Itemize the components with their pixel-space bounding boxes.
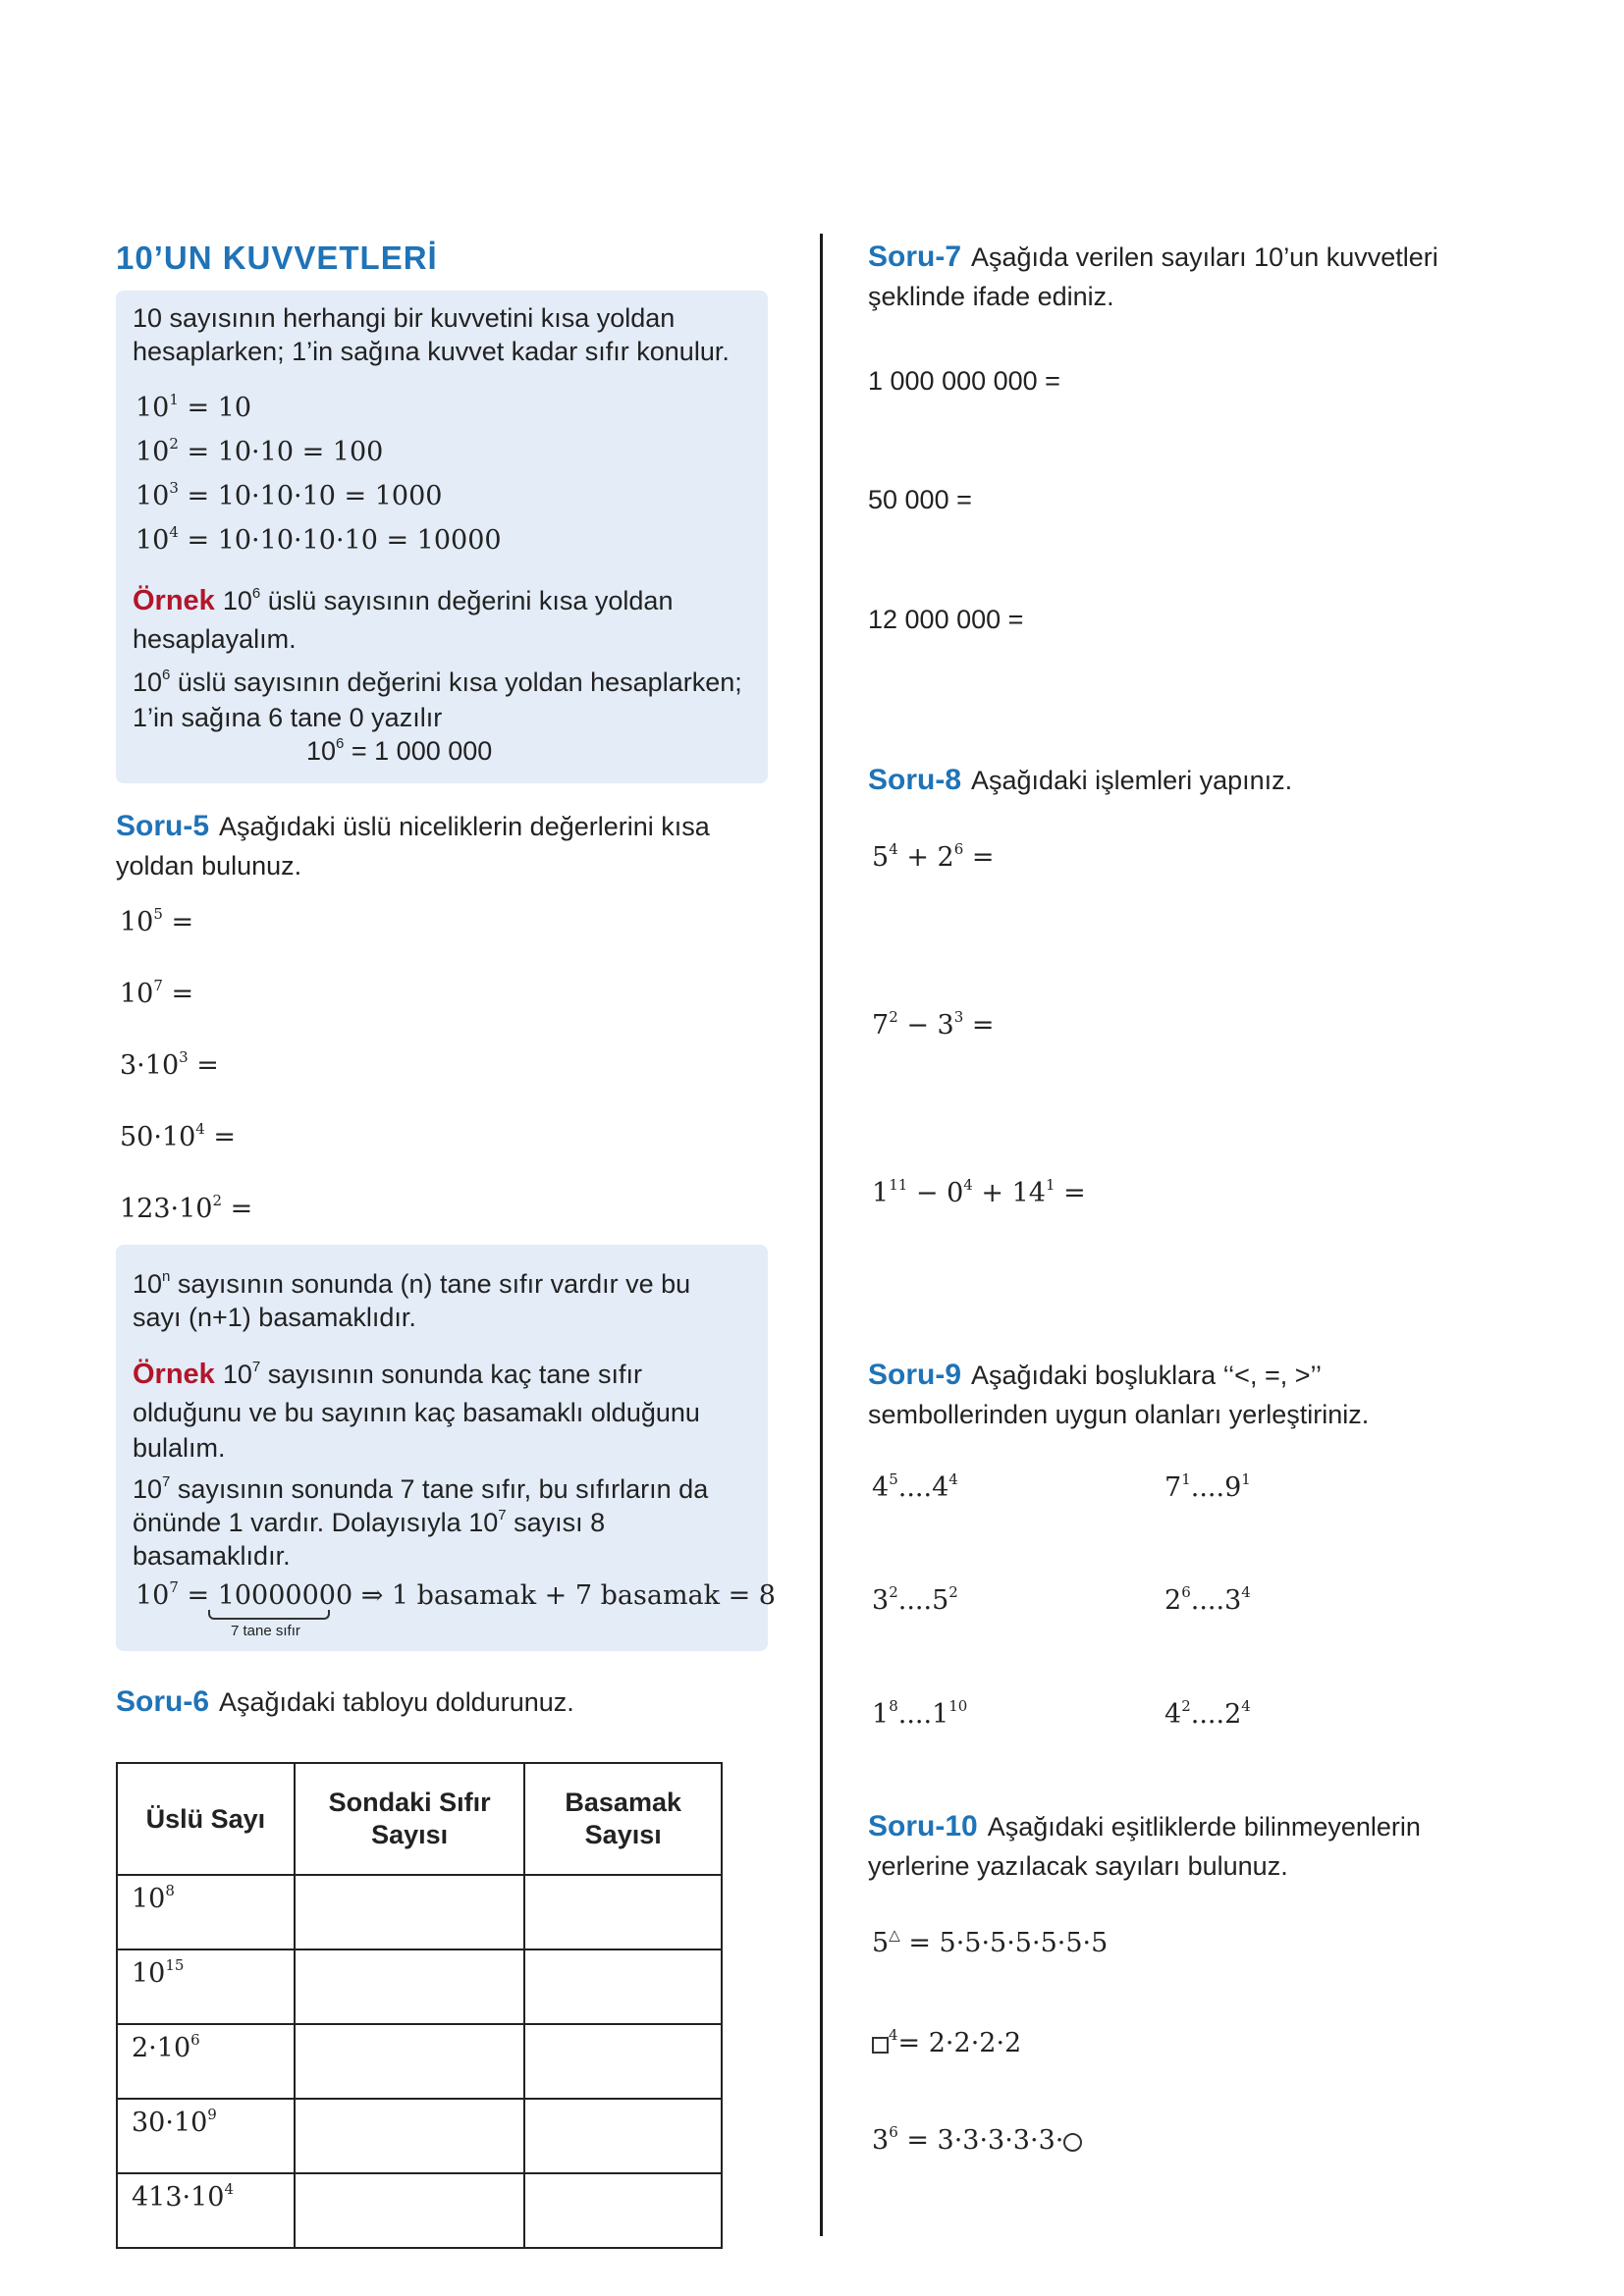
ornek-2-line-2: olduğunu ve bu sayının kaç basamaklı olduğunu: [133, 1398, 700, 1427]
ornek-2-final-equation: $10^7 = 10000000$ ⇒ 1 basamak + 7 basamak = 8: [135, 1578, 776, 1611]
ornek-2-solution-3: basamaklıdır.: [133, 1541, 291, 1571]
soru-5-item-1: $10^5$ =: [120, 905, 194, 937]
soru-10-equation-2: $^4$= 2·2·2·2: [872, 2026, 1021, 2061]
soru-5-item-2: $10^7$ =: [120, 977, 194, 1009]
table-header-row: [117, 1763, 722, 1875]
header-sondaki-sifir: Sondaki Sıfır Sayısı: [295, 1763, 525, 1875]
soru-5-text-2: yoldan bulunuz.: [116, 851, 302, 881]
compare-pair-4: $2^6....3^4$: [1164, 1583, 1251, 1616]
table-row: [117, 2024, 722, 2099]
header-uslu-sayi: Üslü Sayı: [117, 1763, 295, 1875]
soru-6-heading: Soru-6 Aşağıdaki tabloyu doldurunuz.: [116, 1685, 574, 1718]
ornek-2-line-1: Örnek $10^7$ sayısının sonunda kaç tane sıfır: [133, 1359, 642, 1390]
ornek-2-line-3: bulalım.: [133, 1433, 226, 1463]
example-equation-3: $10^3 = 10\cdot 10\cdot 10 = 1000$: [135, 479, 443, 511]
box2-intro-2: sayı (n+1) basamaklıdır.: [133, 1303, 416, 1332]
table-cell-number: $10^{15}$: [117, 1949, 295, 2024]
soru-9-text-2: sembollerinden uygun olanları yerleştiriniz.: [868, 1400, 1370, 1429]
table-cell-blank[interactable]: [295, 2024, 525, 2099]
table-cell-blank[interactable]: [524, 1949, 722, 2024]
soru-7-item-3: 12 000 000 =: [868, 605, 1024, 634]
soru-10-heading: Soru-10 Aşağıdaki eşitliklerde bilinmeyenlerin: [868, 1810, 1421, 1842]
soru-10-text-2: yerlerine yazılacak sayıları bulunuz.: [868, 1851, 1288, 1881]
intro-line-1: 10 sayısının herhangi bir kuvvetini kısa yoldan: [133, 303, 676, 333]
table-cell-number: $30\cdot 10^9$: [117, 2099, 295, 2173]
table-row: [117, 1949, 722, 2024]
compare-pair-5: $1^8....1^{10}$: [872, 1697, 968, 1730]
compare-pair-3: $3^2....5^2$: [872, 1583, 958, 1616]
table-row: [117, 1875, 722, 1949]
soru-9-heading: Soru-9 Aşağıdaki boşluklara ‘‘<, =, >’’: [868, 1359, 1322, 1391]
soru-7-heading: Soru-7 Aşağıda verilen sayıları 10’un kuvvetleri: [868, 240, 1438, 273]
ornek-1-solution-2: 1’in sağına 6 tane 0 yazılır: [133, 703, 443, 732]
ornek-2-solution-2: önünde 1 vardır. Dolayısıyla $10^7$ sayısı 8: [133, 1507, 606, 1537]
compare-pair-1: $4^5....4^4$: [872, 1470, 958, 1503]
square-icon: [872, 2037, 889, 2054]
soru-8-expression-2: $7^2 - 3^3$ =: [872, 1008, 995, 1041]
intro-line-2: hesaplarken; 1’in sağına kuvvet kadar sıfır konulur.: [133, 337, 730, 366]
ornek-1-line-1: Örnek $10^6$ üslü sayısının değerini kısa yoldan: [133, 585, 674, 616]
soru-5-item-4: $50\cdot 10^4$ =: [120, 1120, 237, 1152]
table-cell-number: $2\cdot 10^6$: [117, 2024, 295, 2099]
ornek-1-result: $10^6 = 1$ 000 000: [306, 735, 493, 766]
ornek-2-solution-1: $10^7$ sayısının sonunda 7 tane sıfır, bu sıfırların da: [133, 1473, 709, 1504]
compare-pair-2: $7^1....9^1$: [1164, 1470, 1251, 1503]
example-equation-4: $10^4 = 10\cdot 10\cdot 10\cdot 10 = 10000$: [135, 523, 502, 556]
compare-pair-6: $4^2....2^4$: [1164, 1697, 1251, 1730]
ornek-1-line-2: hesaplayalım.: [133, 624, 297, 654]
table-row: [117, 2173, 722, 2248]
table-row: [117, 2099, 722, 2173]
soru-8-expression-3: $1^{11} - 0^4 + 14^1$ =: [872, 1176, 1086, 1208]
table-cell-blank[interactable]: [524, 2099, 722, 2173]
fill-in-table: [116, 1762, 723, 2249]
example-equation-2: $10^2 = 10\cdot 10 = 100$: [135, 435, 384, 467]
circle-icon: [1063, 2133, 1082, 2152]
table-cell-blank[interactable]: [524, 2024, 722, 2099]
soru-7-item-1: 1 000 000 000 =: [868, 366, 1060, 396]
soru-10-equation-1: 5△ = 5·5·5·5·5·5·5: [872, 1926, 1109, 1958]
underbrace: [208, 1610, 330, 1620]
table-cell-number: $10^8$: [117, 1875, 295, 1949]
soru-7-text-2: şeklinde ifade ediniz.: [868, 282, 1114, 311]
soru-5-heading: Soru-5 Aşağıdaki üslü niceliklerin değerlerini kısa: [116, 810, 710, 842]
soru-5-item-3: $3\cdot 10^3$ =: [120, 1048, 219, 1081]
table-cell-blank[interactable]: [524, 1875, 722, 1949]
soru-5-item-5: $123\cdot 10^2$ =: [120, 1192, 253, 1224]
ornek-label: Örnek: [133, 585, 215, 616]
header-basamak: Basamak Sayısı: [524, 1763, 722, 1875]
example-equation-1: $10^1 = 10$: [135, 391, 252, 423]
table-cell-number: $413\cdot 10^4$: [117, 2173, 295, 2248]
soru-10-equation-3: $3^6 = 3\cdot 3\cdot 3\cdot 3\cdot 3\cdot$: [872, 2123, 1082, 2159]
table-cell-blank[interactable]: [295, 2099, 525, 2173]
soru-8-expression-1: $5^4 + 2^6$ =: [872, 840, 995, 873]
table-cell-blank[interactable]: [295, 1875, 525, 1949]
column-divider: [820, 234, 823, 2236]
box2-intro-1: 10$^n$ sayısının sonunda (n) tane sıfır vardır ve bu: [133, 1268, 691, 1299]
table-cell-blank[interactable]: [295, 2173, 525, 2248]
underbrace-label: 7 tane sıfır: [231, 1623, 300, 1639]
triangle-icon: △: [889, 1926, 900, 1944]
section-title: 10’UN KUVVETLERİ: [116, 240, 438, 276]
soru-7-item-2: 50 000 =: [868, 485, 972, 514]
soru-8-heading: Soru-8 Aşağıdaki işlemleri yapınız.: [868, 764, 1293, 796]
ornek-1-solution-1: $10^6$ üslü sayısının değerini kısa yoldan hesaplarken;: [133, 667, 742, 697]
table-cell-blank[interactable]: [524, 2173, 722, 2248]
table-cell-blank[interactable]: [295, 1949, 525, 2024]
